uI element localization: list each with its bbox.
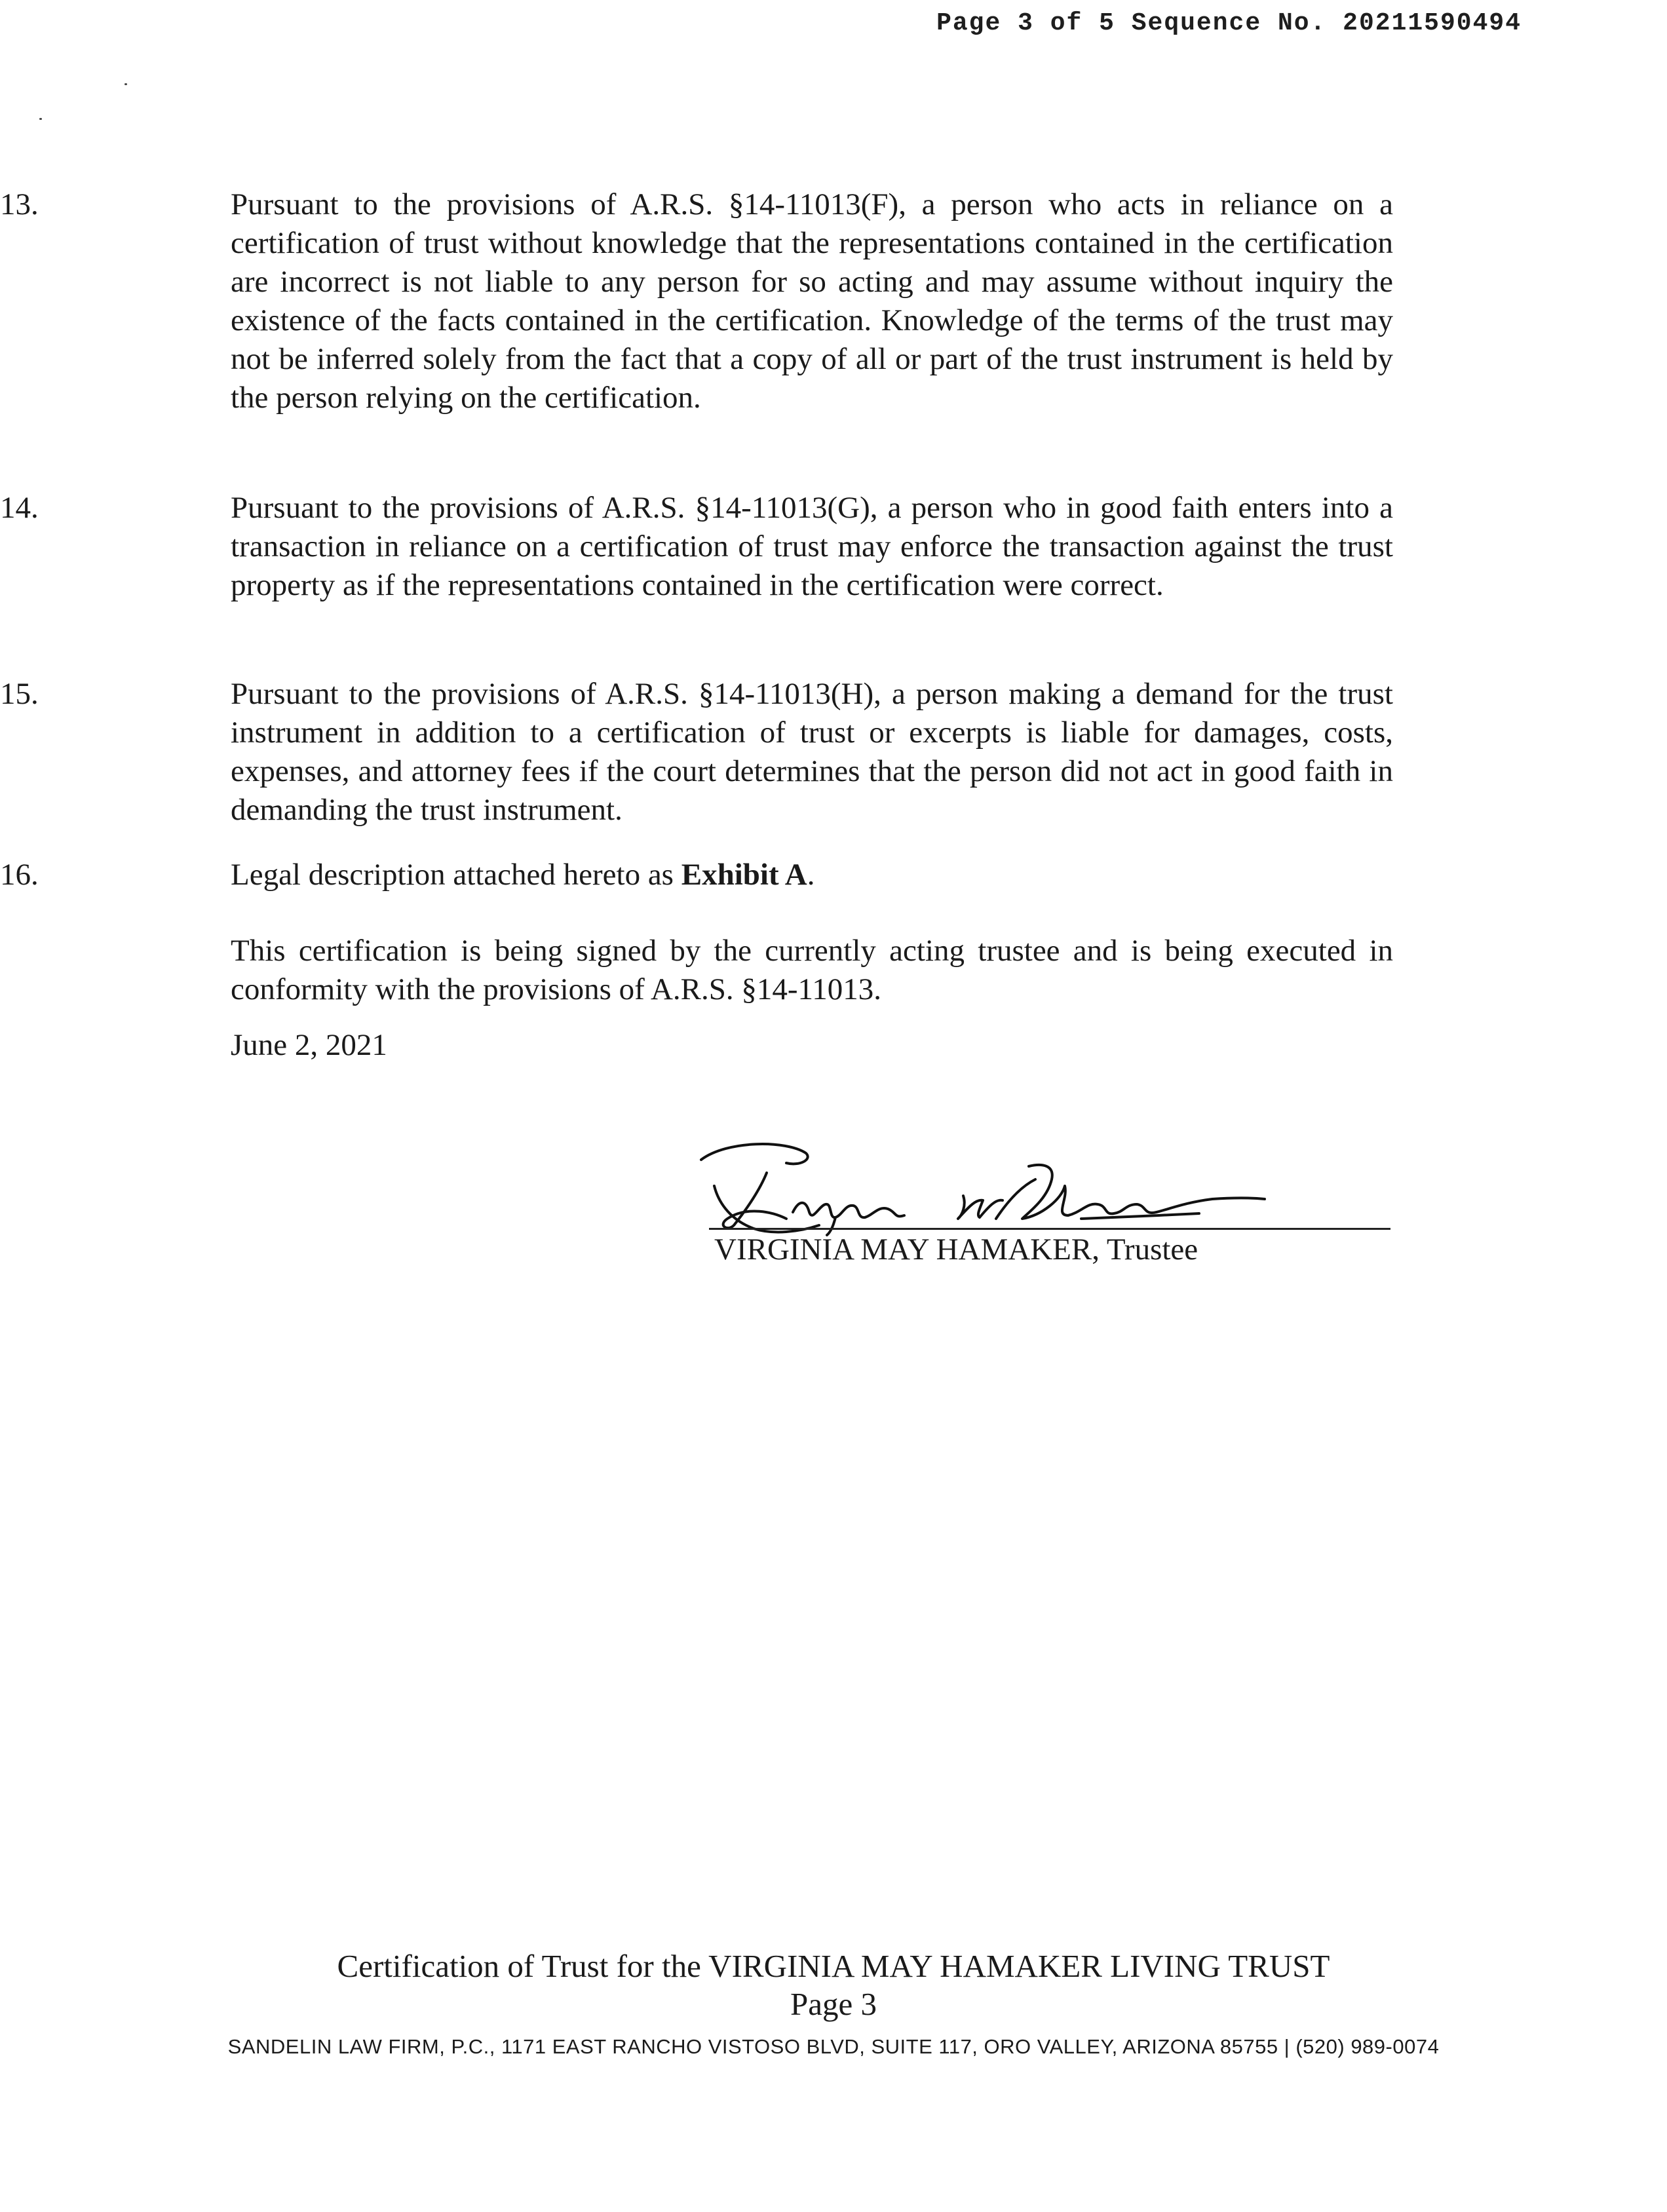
signing-date: June 2, 2021 xyxy=(231,1028,387,1062)
paragraph-text: Pursuant to the provisions of A.R.S. §14-11013(F), a person who acts in reliance on a certification of trust without knowledge that the representations contained in the certification are incorrect is not liable to any person for so acting and may assume without inquiry the existence of the facts contained in the certification. Knowledge of the terms of the trust may not be inferred solely from the fact that a copy of all or part of the trust instrument is held by the person relying on the certification. xyxy=(231,187,1393,415)
paragraph-16 xyxy=(0,856,1393,894)
paragraph-number: 15. xyxy=(0,677,39,711)
paragraph-number: 16. xyxy=(0,858,39,892)
paragraph-text xyxy=(231,856,1393,894)
paragraph-text: Pursuant to the provisions of A.R.S. §14-11013(G), a person who in good faith enters into a transaction in reliance on a certification of trust may enforce the transaction against the trust property as if the representations contained in the certification were correct. xyxy=(231,491,1393,602)
handwritten-signature xyxy=(688,1127,1278,1238)
paragraph-text: Pursuant to the provisions of A.R.S. §14-11013(H), a person making a demand for the trust instrument in addition to a certification of trust or excerpts is liable for damages, costs, expenses, and attorney fees if the court determines that the person did not act in good faith in demanding the trust instrument. xyxy=(231,677,1393,827)
footer-law-firm: SANDELIN LAW FIRM, P.C., 1171 EAST RANCHO VISTOSO BLVD, SUITE 117, ORO VALLEY, ARIZONA 85755 | (520) 989-0074 xyxy=(227,2035,1440,2058)
footer-page-number: Page 3 xyxy=(790,1986,877,2022)
exhibit-reference: Exhibit A xyxy=(681,858,807,892)
footer-document-title: Certification of Trust for the VIRGINIA MAY HAMAKER LIVING TRUST xyxy=(337,1948,1330,1984)
paragraph-number: 14. xyxy=(0,491,39,525)
paragraph-14 xyxy=(0,489,1393,605)
certification-statement: This certification is being signed by the currently acting trustee and is being executed in conformity with the provisions of A.R.S. §14-11013. xyxy=(231,934,1393,1006)
paragraph-15 xyxy=(0,675,1393,830)
scan-speck xyxy=(39,118,42,120)
paragraph-number: 13. xyxy=(0,187,39,221)
trustee-name: VIRGINIA MAY HAMAKER, Trustee xyxy=(714,1232,1198,1267)
paragraph-13 xyxy=(0,185,1393,417)
paragraph-text-after: . xyxy=(807,858,815,892)
page-sequence-header: Page 3 of 5 Sequence No. 20211590494 xyxy=(936,9,1522,37)
signature-line xyxy=(709,1228,1390,1230)
paragraph-text-before: Legal description attached hereto as xyxy=(231,858,681,892)
scan-speck xyxy=(125,83,127,85)
